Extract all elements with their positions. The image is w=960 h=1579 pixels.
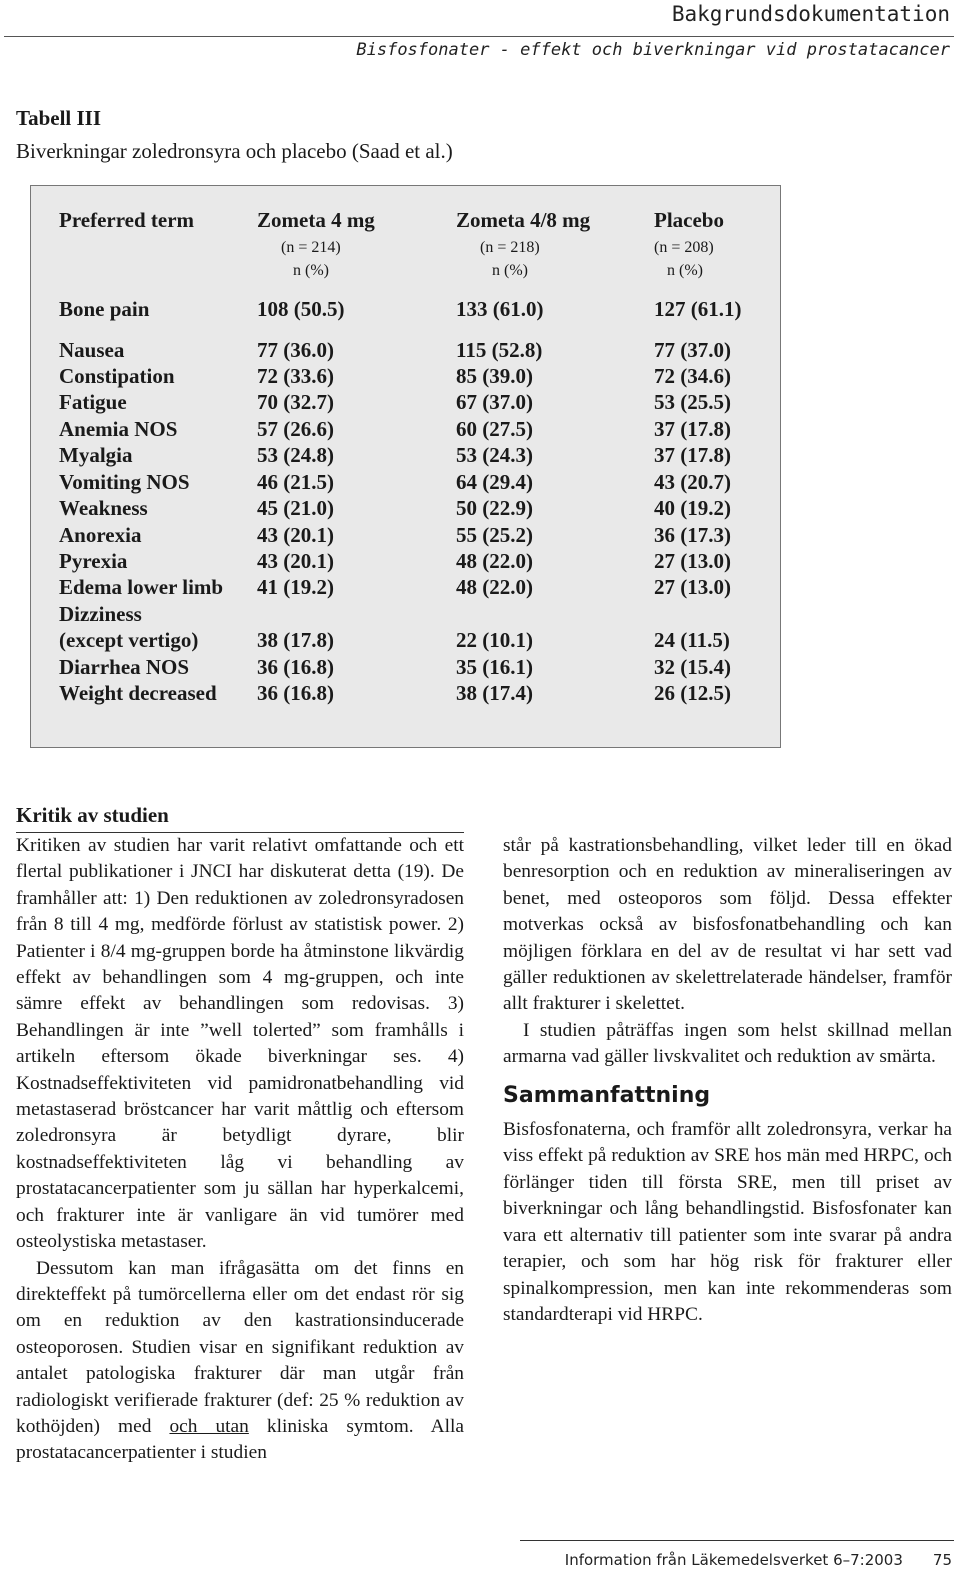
page-footer <box>565 1551 952 1569</box>
table-cell: 133 (61.0) <box>456 297 544 321</box>
table-cell: 77 (36.0) <box>257 338 334 362</box>
table-cell: 41 (19.2) <box>257 575 334 599</box>
table-cell: 22 (10.1) <box>456 628 533 652</box>
table-cell: Bone pain <box>59 297 150 321</box>
table-cell: 38 (17.4) <box>456 681 533 705</box>
table-cell: 67 (37.0) <box>456 390 533 414</box>
col-unit-placebo: n (%) <box>667 262 703 279</box>
table-cell: 32 (15.4) <box>654 655 731 679</box>
table-cell: Nausea <box>59 338 125 362</box>
table-cell: 36 (16.8) <box>257 655 334 679</box>
table-cell: 37 (17.8) <box>654 417 731 441</box>
table-cell: 36 (16.8) <box>257 681 334 705</box>
critique-paragraph-2-end: kliniska symtom. Alla prostatacancerpatienter i studien <box>16 1415 464 1464</box>
table-cell: 72 (33.6) <box>257 364 334 388</box>
table-cell: 35 (16.1) <box>456 655 533 679</box>
table-cell: 60 (27.5) <box>456 417 533 441</box>
table-cell: 64 (29.4) <box>456 470 533 494</box>
table-cell: (except vertigo) <box>59 628 199 652</box>
col-unit-zometa4: n (%) <box>293 262 329 279</box>
table-cell: 72 (34.6) <box>654 364 731 388</box>
header-rule <box>4 36 954 37</box>
table-title: Tabell III <box>16 106 102 130</box>
left-text-column <box>16 833 464 1467</box>
table-cell: 48 (22.0) <box>456 549 533 573</box>
col-header-placebo: Placebo <box>654 208 724 232</box>
document-header-title: Bakgrundsdokumentation <box>671 2 950 26</box>
table-cell: 46 (21.5) <box>257 470 334 494</box>
col-n-zometa4: (n = 214) <box>281 239 341 256</box>
underlined-phrase: och utan <box>169 1415 249 1437</box>
table-cell: 57 (26.6) <box>257 417 334 441</box>
table-cell: 26 (12.5) <box>654 681 731 705</box>
table-cell: 40 (19.2) <box>654 496 731 520</box>
table-cell: 115 (52.8) <box>456 338 543 362</box>
table-cell: Weakness <box>59 496 148 520</box>
table-cell: Weight decreased <box>59 681 217 705</box>
table-cell: 53 (24.8) <box>257 443 334 467</box>
table-cell: 43 (20.7) <box>654 470 731 494</box>
table-cell: 48 (22.0) <box>456 575 533 599</box>
table-cell: 50 (22.9) <box>456 496 533 520</box>
table-cell: Constipation <box>59 364 175 388</box>
table-caption: Biverkningar zoledronsyra och placebo (Saad et al.) <box>16 139 453 163</box>
table-cell: Fatigue <box>59 390 127 414</box>
col-header-zometa4: Zometa 4 mg <box>257 208 375 232</box>
summary-heading: Sammanfattning <box>503 1082 711 1108</box>
table-cell: 85 (39.0) <box>456 364 533 388</box>
critique-paragraph-2 <box>16 1256 464 1467</box>
summary-paragraph: Bisfosfonaterna, och framför allt zoledronsyra, verkar ha viss effekt på reduktion av SRE hos män med HRPC, och förlänger tiden till första SRE, men till priset av biverkningar och lång behandlingstid. Bisfosfonater kan vara ett alternativ till patienter som inte svarar på andra terapier, och som har hög risk för frakturer eller spinalkompression, men kan inte rekommenderas som standardterapi vid HRPC. <box>503 1119 952 1325</box>
table-cell: 43 (20.1) <box>257 523 334 547</box>
document-header-subtitle: Bisfosfonater - effekt och biverkningar vid prostatacancer <box>356 40 950 60</box>
table-cell: Anemia NOS <box>59 417 178 441</box>
critique-paragraph-4: I studien påträffas ingen som helst skillnad mellan armarna vad gäller livskvalitet och reduktion av smärta. <box>503 1019 952 1068</box>
col-n-zometa48: (n = 218) <box>480 239 540 256</box>
table-cell: 77 (37.0) <box>654 338 731 362</box>
adverse-events-table <box>30 185 781 748</box>
table-cell: Edema lower limb <box>59 575 224 599</box>
col-unit-zometa48: n (%) <box>492 262 528 279</box>
table-cell: 127 (61.1) <box>654 297 742 321</box>
table-cell: Pyrexia <box>59 549 128 573</box>
table-cell: 36 (17.3) <box>654 523 731 547</box>
footer-source: Information från Läkemedelsverket 6–7:2003 <box>564 1551 903 1569</box>
page-number: 75 <box>932 1551 952 1569</box>
table-cell: 24 (11.5) <box>654 628 730 652</box>
critique-paragraph-2-start: Dessutom kan man ifrågasätta om det finns en direkteffekt på tumörcellerna eller om det endast rör sig om en reduktion av den kastrationsinducerade osteoporosen. Studien visar en signifikant reduktion av antalet patologiska frakturer där man utgår från radiologiskt verifierade frakturer (def: 25 % reduktion av kothöjden) med <box>16 1257 464 1437</box>
critique-paragraph-3: står på kastrationsbehandling, vilket leder till en ökad benresorption och en reduktion av mineraliseringen av benet, med osteoporos som följd. Dessa effekter motverkas också av bisfosfonatbehandling och kan möjligen förklara en del av de resultat vi har sett vad gäller reduktionen av skelettrelaterade händelser, framför allt frakturer i skelettet. <box>503 835 952 1015</box>
table-cell: Dizziness <box>59 602 142 626</box>
table-cell: Anorexia <box>59 523 142 547</box>
right-text-column <box>503 833 952 1328</box>
table-cell: 37 (17.8) <box>654 443 731 467</box>
table-cell: 53 (25.5) <box>654 390 731 414</box>
table-cell: 53 (24.3) <box>456 443 533 467</box>
table-cell: Diarrhea NOS <box>59 655 190 679</box>
critique-heading: Kritik av studien <box>16 803 169 827</box>
table-cell: 27 (13.0) <box>654 549 731 573</box>
critique-paragraph-1: Kritiken av studien har varit relativt omfattande och ett flertal publikationer i JNCI har diskuterat detta (19). De framhåller att: 1) Den reduktionen av zoledronsyradosen från 8 till 4 mg, medförde förlust av statistisk power. 2) Patienter i 8/4 mg-gruppen borde ha åtminstone likvärdig effekt av behandlingen som 4 mg-gruppen, och inte sämre effekt av behandlingen som redovisas. 3) Behandlingen är inte ”well tolerted” som framhålls i artikeln eftersom ökade biverkningar ses. 4) Kostnadseffektiviteten vid pamidronatbehandling vid metastaserad bröstcancer har varit måttlig och eftersom zoledronsyra är betydligt dyrare, blir kostnadseffektiviteten låg vi behandling av prostatacancerpatienter som ju sällan har hyperkalcemi, och frakturer inte är vanligare än vid tumörer med osteolystiska metastaser. <box>16 835 464 1253</box>
col-n-placebo: (n = 208) <box>654 239 714 256</box>
table-cell: 27 (13.0) <box>654 575 731 599</box>
table-cell: 38 (17.8) <box>257 628 334 652</box>
table-cell: 55 (25.2) <box>456 523 533 547</box>
table-cell: 108 (50.5) <box>257 297 345 321</box>
col-header-zometa48: Zometa 4/8 mg <box>456 208 591 232</box>
footer-rule <box>520 1540 954 1541</box>
table-cell: Myalgia <box>59 443 133 467</box>
table-cell: 70 (32.7) <box>257 390 334 414</box>
table-cell: 45 (21.0) <box>257 496 334 520</box>
table-cell: Vomiting NOS <box>59 470 190 494</box>
col-header-term: Preferred term <box>59 208 195 232</box>
table-cell: 43 (20.1) <box>257 549 334 573</box>
